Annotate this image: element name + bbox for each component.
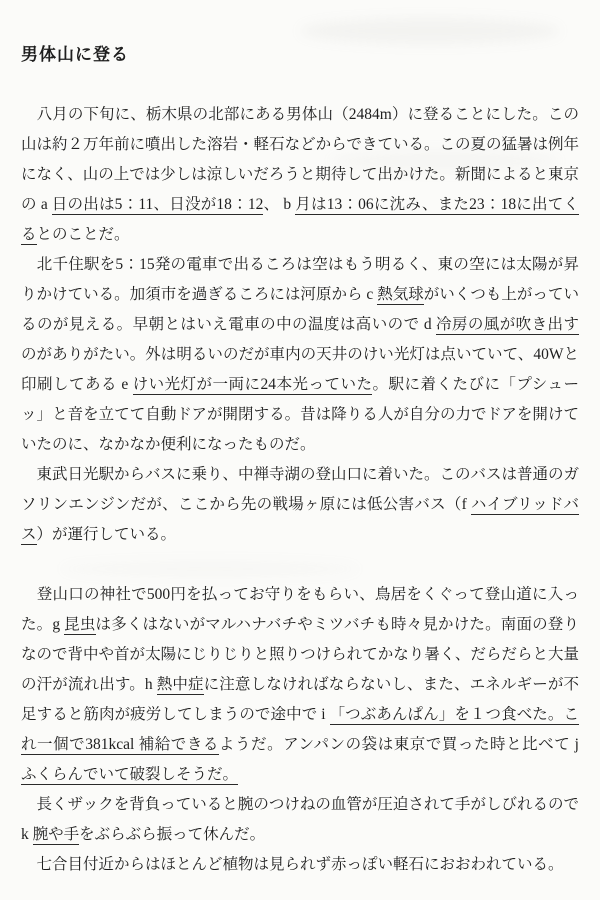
- underlined-segment: 「つぶあんぱん」を１つ食べた。これ一個で381kcal 補給できる: [21, 706, 579, 753]
- text-segment: 登山口の神社で500円を払ってお守りをもらい、鳥居をくぐって登山道に入った。g: [21, 586, 579, 633]
- document-body: [21, 100, 579, 880]
- text-segment: 長くザックを背負っていると腕のつけねの血管が圧迫されて手がしびれるので k: [21, 796, 579, 843]
- text-segment: をぶらぶら振って休んだ。: [79, 826, 266, 843]
- text-segment: ）が運行している。: [36, 526, 177, 543]
- underlined-segment: 熱中症: [156, 676, 204, 693]
- text-segment: は多くはないがマルハナバチやミツバチも時々見かけた。南面の登りなので背中や首が太陽にじりじりと照りつけられてかなり暑く、だらだらと大量の汗が流れ出す。h: [21, 616, 579, 693]
- underlined-segment: ふくらんでいて破裂しそうだ。: [21, 766, 239, 783]
- underlined-segment: 熱気球: [377, 286, 424, 303]
- text-segment: とのことだ。: [36, 226, 130, 243]
- text-segment: 東武日光駅からバスに乗り、中禅寺湖の登山口に着いた。このバスは普通のガソリンエンジンだが、ここから先の戦場ヶ原には低公害バス（f: [21, 466, 580, 513]
- text-segment: 七合目付近からはほとんど植物は見られず赤っぽい軽石におおわれている。: [21, 856, 564, 873]
- text-segment: ようだ。アンパンの袋は東京で買った時と比べて j: [218, 736, 579, 753]
- underlined-segment: 冷房の風が吹き出す: [435, 316, 579, 333]
- paragraph: [21, 790, 579, 850]
- text-segment: 。駅に着くたびに「プシューッ」と音を立てて自動ドアが開閉する。昔は降りる人が自分の力でドアを開けていたのに、なかなか便利になったものだ。: [21, 376, 579, 453]
- paragraph: [21, 580, 579, 790]
- paragraph: [21, 460, 579, 550]
- underlined-segment: 昆虫: [64, 616, 96, 633]
- underlined-segment: けい光灯が一両に24本光っていた: [132, 376, 373, 393]
- underlined-segment: 腕や手: [32, 826, 80, 843]
- text-segment: のがありがたい。外は明るいのだが車内の天井のけい光灯は点いていて、40Wと印刷してある e: [21, 346, 579, 393]
- paragraph: [21, 850, 579, 880]
- paragraph: [21, 100, 579, 250]
- text-segment: に注意しなければならないし、また、エネルギーが不足すると筋肉が疲労してしまうので途中で i: [21, 676, 579, 723]
- paragraph: [21, 250, 579, 460]
- underlined-segment: 月は13：06に沈み、また23：18に出てくる: [21, 196, 579, 243]
- underlined-segment: 日の出は5：11、日没が18：12: [51, 196, 264, 213]
- document-title: 男体山に登る: [21, 45, 129, 64]
- text-segment: がいくつも上がっているのが見える。早朝とはいえ電車の中の温度は高いので d: [21, 286, 579, 333]
- text-segment: 北千住駅を5：15発の電車で出るころは空はもう明るく、東の空には太陽が昇りかけている。加須市を過ぎるころには河原から c: [21, 256, 579, 303]
- text-segment: 、 b: [263, 196, 296, 213]
- text-segment: 八月の下旬に、栃木県の北部にある男体山（2484m）に登ることにした。この山は約２万年前に噴出した溶岩・軽石などからできている。この夏の猛暑は例年になく、山の上では少しは涼しいだろうと期待して出かけた。新聞によると東京の a: [21, 106, 579, 213]
- underlined-segment: ハイブリッドバス: [21, 496, 579, 543]
